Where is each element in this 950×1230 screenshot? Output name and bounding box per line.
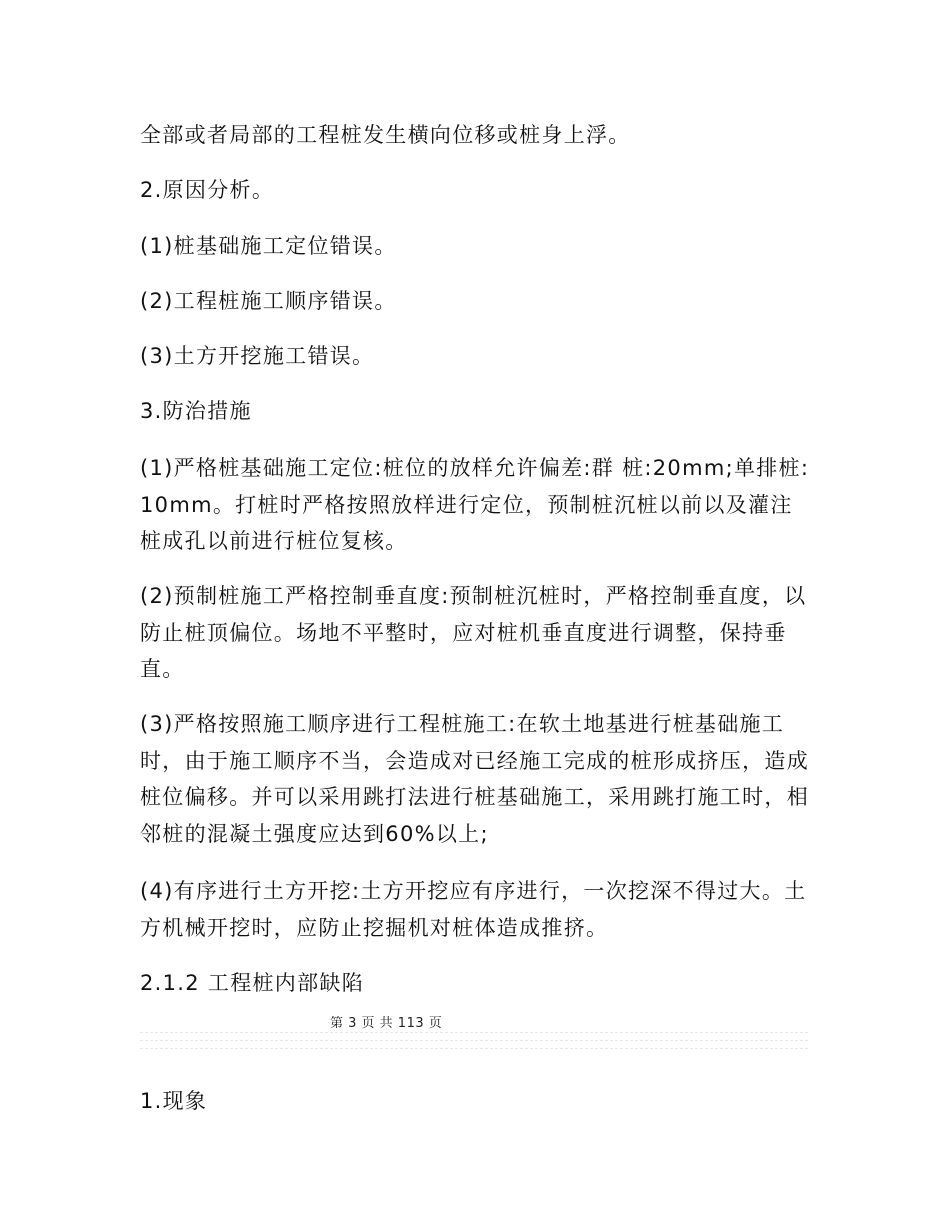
measure-item-2: (2)预制桩施工严格控制垂直度:预制桩沉桩时，严格控制垂直度，以防止桩顶偏位。场地不平整时，应对桩机垂直度进行调整，保持垂直。 [140, 584, 807, 681]
cause-item-1: (1)桩基础施工定位错误。 [140, 234, 397, 258]
next-page-heading: 1.现象 [140, 1089, 208, 1113]
footer-divider-secondary [140, 1040, 808, 1041]
footer-divider-tertiary [140, 1048, 808, 1049]
measure-item-3: (3)严格按照施工顺序进行工程桩施工:在软土地基进行桩基础施工时，由于施工顺序不当，会造成对已经施工完成的桩形成挤压，造成桩位偏移。并可以采用跳打法进行桩基础施工，采用跳打施工时，相邻桩的混凝土强度应达到60%以上; [140, 712, 809, 846]
page-number: 第 3 页 共 113 页 [330, 1016, 443, 1031]
paragraph-displacement-description: 全部或者局部的工程桩发生横向位移或桩身上浮。 [140, 123, 631, 147]
cause-item-2: (2)工程桩施工顺序错误。 [140, 289, 397, 313]
measure-item-4: (4)有序进行土方开挖:土方开挖应有序进行，一次挖深不得过大。土方机械开挖时，应防止挖掘机对桩体造成推挤。 [140, 879, 807, 940]
heading-cause-analysis: 2.原因分析。 [140, 178, 275, 202]
measure-item-1: (1)严格桩基础施工定位:桩位的放样允许偏差:群 桩:20mm;单排桩:10mm。打桩时严格按照放样进行定位，预制桩沉桩以前以及灌注桩成孔以前进行桩位复核。 [140, 456, 810, 553]
cause-item-3: (3)土方开挖施工错误。 [140, 344, 375, 368]
heading-prevention-measures: 3.防治措施 [140, 399, 252, 423]
footer-divider [140, 1032, 808, 1033]
section-heading-internal-defects: 2.1.2 工程桩内部缺陷 [140, 971, 365, 995]
